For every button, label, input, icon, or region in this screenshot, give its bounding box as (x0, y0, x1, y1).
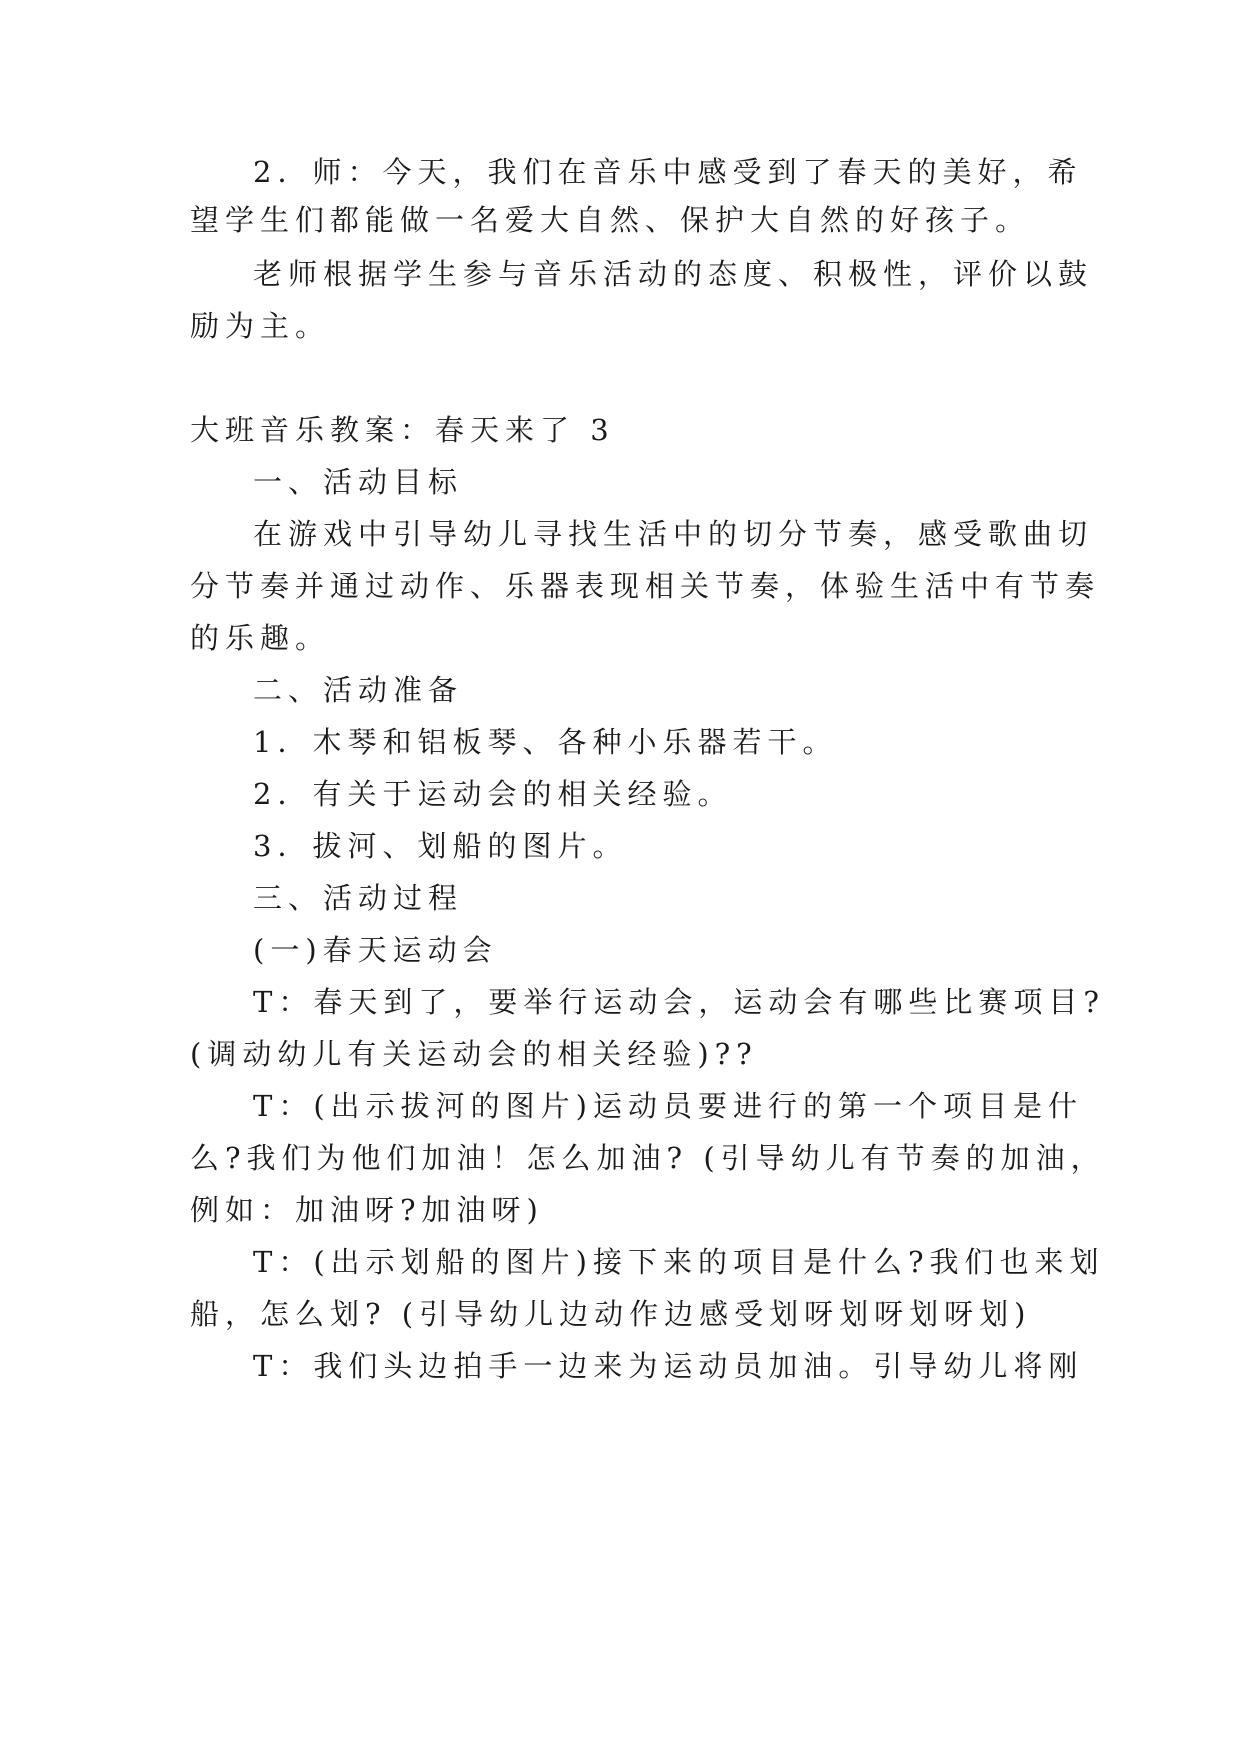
paragraph-line: 2．师：今天，我们在音乐中感受到了春天的美好，希 (253, 155, 1083, 189)
list-item: 2．有关于运动会的相关经验。 (253, 777, 733, 811)
paragraph-line: 的乐趣。 (190, 621, 331, 655)
paragraph-line: 望学生们都能做一名爱大自然、保护大自然的好孩子。 (190, 203, 1031, 237)
paragraph-line: 励为主。 (190, 309, 331, 343)
heading-process: 三、活动过程 (253, 881, 464, 915)
paragraph-line: 在游戏中引导幼儿寻找生活中的切分节奏，感受歌曲切 (253, 517, 1094, 551)
paragraph-line: T：(出示划船的图片)接下来的项目是什么?我们也来划 (253, 1245, 1105, 1279)
paragraph-line: T：我们头边拍手一边来为运动员加油。引导幼儿将刚 (253, 1349, 1084, 1383)
heading-goals: 一、活动目标 (253, 465, 464, 499)
section-title: 大班音乐教案：春天来了 3 (190, 413, 615, 447)
paragraph-line: 例如：加油呀?加油呀) (190, 1193, 544, 1227)
paragraph-line: 分节奏并通过动作、乐器表现相关节奏，体验生活中有节奏 (190, 569, 1101, 603)
paragraph-line: T：(出示拔河的图片)运动员要进行的第一个项目是什 (253, 1089, 1083, 1123)
heading-preparation: 二、活动准备 (253, 673, 464, 707)
paragraph-line: 老师根据学生参与音乐活动的态度、积极性，评价以鼓 (253, 257, 1094, 291)
paragraph-line: T：春天到了，要举行运动会，运动会有哪些比赛项目? (253, 985, 1105, 1019)
list-item: 1．木琴和铝板琴、各种小乐器若干。 (253, 725, 838, 759)
paragraph-line: (调动幼儿有关运动会的相关经验)?? (190, 1037, 758, 1071)
subheading: (一)春天运动会 (253, 933, 498, 967)
list-item: 3．拔河、划船的图片。 (253, 829, 628, 863)
paragraph-line: 么?我们为他们加油！怎么加油? (引导幼儿有节奏的加油， (190, 1141, 1106, 1175)
paragraph-line: 船，怎么划? (引导幼儿边动作边感受划呀划呀划呀划) (190, 1297, 1032, 1331)
